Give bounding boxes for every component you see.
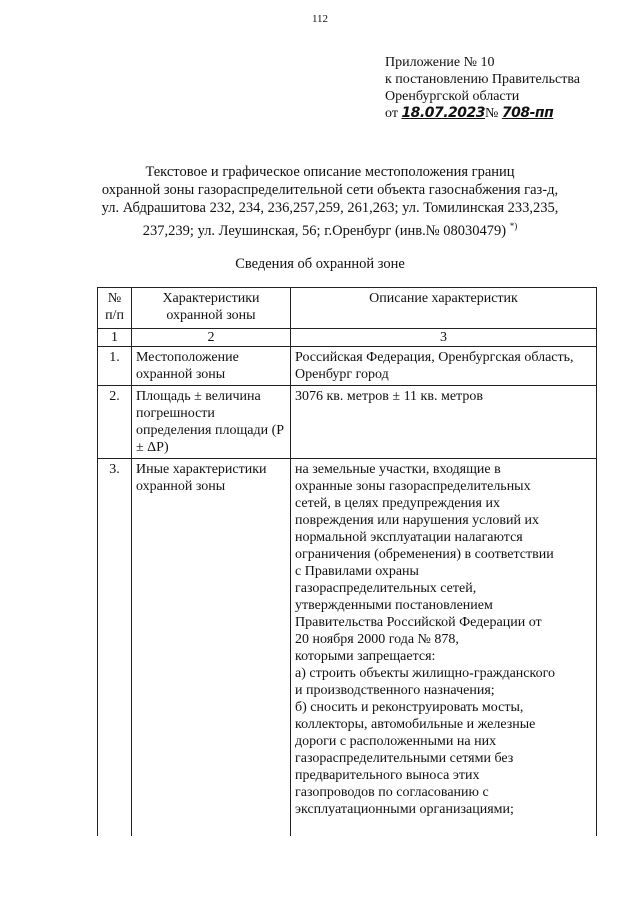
appendix-block [385,54,580,122]
description-line: газораспределительных сетей, [295,581,477,596]
description-line: Правительства Российской Федерации от [295,615,542,630]
table-row [98,347,597,386]
description-line: ограничения (обременения) в соответствии [295,547,554,562]
description-line: дороги с расположенными на них [295,734,497,749]
description-line: предварительного выноса этих [295,768,480,783]
protected-zone-table [97,287,597,836]
table-index-row [98,329,597,347]
appendix-line-3: Оренбургской области [385,89,520,104]
title-line-2: охранной зоны газораспределительной сети объекта газоснабжения газ-д, [101,182,559,198]
row-number: 2. [98,386,132,459]
description-line: охранные зоны газораспределительных [295,479,531,494]
header-description: Описание характеристик [291,288,597,329]
description-line: на земельные участки, входящие в [295,462,501,477]
description-line: коллекторы, автомобильные и железные [295,717,536,732]
row-characteristic: Площадь ± величина погрешности определения площади (Р ± ΔР) [132,386,291,459]
appendix-line-1: Приложение № 10 [385,55,495,70]
header-characteristic: Характеристики охранной зоны [132,288,291,329]
description-line: б) сносить и реконструировать мосты, [295,700,524,715]
description-line: газопроводов по согласованию с [295,785,489,800]
table-row [98,386,597,459]
section-heading: Сведения об охранной зоне [235,256,405,272]
title-line-4-text: 237,239; ул. Леушинская, 56; г.Оренбург (инв.№ 08030479) [142,222,507,239]
row-description: Российская Федерация, Оренбургская область, Оренбург город [291,347,597,386]
title-line-1: Текстовое и графическое описание местоположения границ [145,164,515,180]
appendix-line-2: к постановлению Правительства [385,72,581,87]
description-line: и производственного назначения; [295,683,495,698]
row-characteristic: Иные характеристики охранной зоны [132,459,291,837]
table-row [98,459,597,837]
description-line: а) строить объекты жилищно-гражданского [295,666,555,681]
footnote-mark: *) [509,221,518,231]
index-cell: 1 [98,329,132,347]
description-line: которыми запрещается: [295,649,436,664]
description-line: 20 ноября 2000 года № 878, [295,632,459,647]
row-characteristic: Местоположение охранной зоны [132,347,291,386]
description-line: с Правилами охраны [295,564,419,579]
description-line: повреждения или нарушения условий их [295,513,539,528]
appendix-date-line [385,105,580,122]
title-line-3: ул. Абдрашитова 232, 234, 236,257,259, 261,263; ул. Томилинская 233,235, [101,200,559,216]
description-line: нормальной эксплуатации налагаются [295,530,523,545]
number-label: № [485,106,499,121]
index-cell: 2 [132,329,291,347]
row-description: 3076 кв. метров ± 11 кв. метров [291,386,597,459]
description-line: эксплуатационными организациями; [295,802,514,817]
document-title [80,163,580,240]
table-header-row [98,288,597,329]
from-label: от [385,106,398,121]
row-description [291,459,597,837]
description-line: сетей, в целях предупреждения их [295,496,500,511]
page-number: 112 [311,13,329,25]
description-line: утвержденными постановлением [295,598,493,613]
index-cell: 3 [291,329,597,347]
header-num: № п/п [98,288,132,329]
row-number: 3. [98,459,132,837]
row-number: 1. [98,347,132,386]
description-line: газораспределительными сетями без [295,751,514,766]
title-line-4 [80,217,580,240]
handwritten-date: 18.07.2023 [401,105,486,121]
handwritten-number: 708-пп [501,105,554,121]
